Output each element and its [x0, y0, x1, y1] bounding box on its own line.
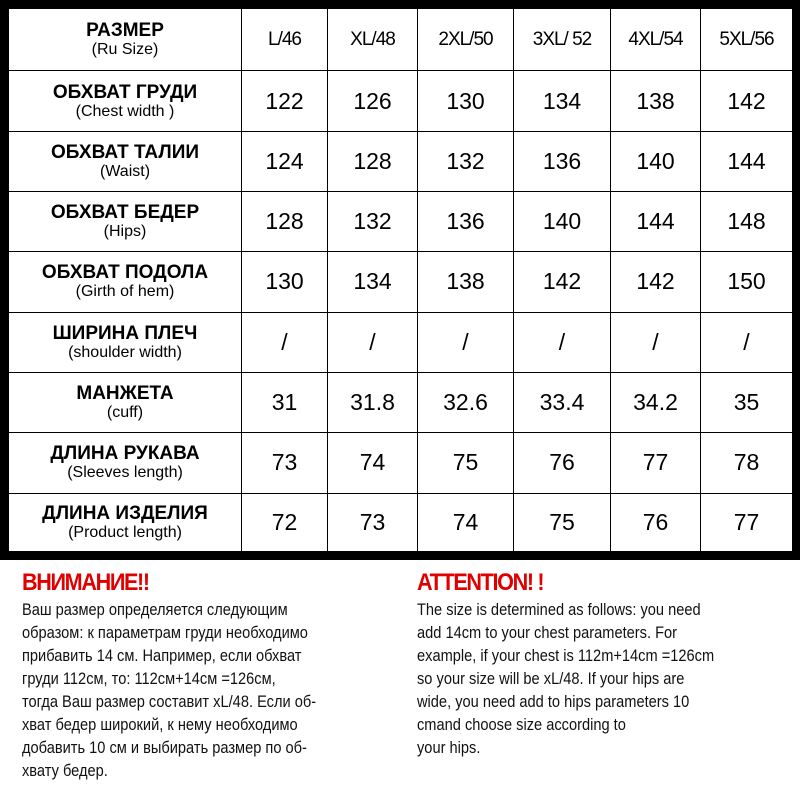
note-line: The size is determined as follows: you need — [417, 600, 701, 619]
note-line: прибавить 14 см. Например, если обхват — [22, 646, 302, 665]
value-cell: 76 — [611, 493, 701, 551]
value-cell: 122 — [242, 71, 328, 131]
header-label-cell — [9, 9, 242, 71]
note-en — [417, 568, 763, 759]
table-row — [9, 131, 793, 191]
value-cell: 73 — [328, 493, 418, 551]
value-cell: 144 — [611, 192, 701, 252]
note-line: хват бедер широкий, к нему необходимо — [22, 715, 298, 734]
value-cell: 150 — [701, 252, 793, 312]
table-row — [9, 433, 793, 493]
value-cell: 128 — [328, 131, 418, 191]
value-cell: 144 — [701, 131, 793, 191]
value-cell: 77 — [701, 493, 793, 551]
value-cell: 75 — [514, 493, 611, 551]
value-cell: / — [418, 312, 514, 372]
row-label-cell — [9, 71, 242, 131]
row-label-en: (Hips) — [103, 223, 147, 241]
value-cell: 73 — [242, 433, 328, 493]
value-cell: 142 — [701, 71, 793, 131]
size-header-cell: XL/48 — [328, 9, 418, 71]
value-cell: 132 — [418, 131, 514, 191]
value-cell: 138 — [418, 252, 514, 312]
value-cell: 130 — [418, 71, 514, 131]
value-cell: 74 — [328, 433, 418, 493]
table-row — [9, 252, 793, 312]
row-label-cell — [9, 312, 242, 372]
value-cell: / — [701, 312, 793, 372]
value-cell: 34.2 — [611, 372, 701, 432]
value-cell: 76 — [514, 433, 611, 493]
value-cell: 72 — [242, 493, 328, 551]
table-row — [9, 372, 793, 432]
row-label-en: (Sleeves length) — [67, 464, 183, 482]
row-label-cell — [9, 493, 242, 551]
value-cell: 136 — [514, 131, 611, 191]
value-cell: 35 — [701, 372, 793, 432]
value-cell: 142 — [514, 252, 611, 312]
note-line: тогда Ваш размер составит xL/48. Если об- — [22, 692, 317, 711]
value-cell: / — [514, 312, 611, 372]
note-line: добавить 10 см и выбирать размер по об- — [22, 738, 307, 757]
value-cell: 74 — [418, 493, 514, 551]
value-cell: 138 — [611, 71, 701, 131]
row-label-ru: ДЛИНА РУКАВА — [50, 443, 200, 465]
row-label-en: (shoulder width) — [68, 343, 182, 361]
note-ru-title: ВНИМАНИЕ!! — [22, 569, 149, 596]
note-en-title: ATTENTION! ! — [417, 569, 544, 596]
value-cell: / — [242, 312, 328, 372]
row-label-ru: ОБХВАТ ГРУДИ — [52, 81, 198, 103]
value-cell: 31.8 — [328, 372, 418, 432]
note-line: add 14cm to your chest parameters. For — [417, 623, 678, 642]
size-header-cell: 5XL/56 — [701, 9, 793, 71]
row-label-en: (Chest width ) — [75, 102, 175, 120]
table-row — [9, 192, 793, 252]
value-cell: 75 — [418, 433, 514, 493]
value-cell: 128 — [242, 192, 328, 252]
row-label-ru: ДЛИНА ИЗДЕЛИЯ — [42, 502, 208, 524]
note-line: example, if your chest is 112m+14cm =126cm — [417, 646, 715, 665]
value-cell: 78 — [701, 433, 793, 493]
value-cell: / — [611, 312, 701, 372]
row-label-ru: МАНЖЕТА — [76, 383, 174, 405]
header-ru: РАЗМЕР — [86, 20, 164, 42]
row-label-en: (Waist) — [99, 162, 151, 180]
header-row — [9, 9, 793, 71]
row-label-ru: ШИРИНА ПЛЕЧ — [52, 322, 198, 344]
row-label-en: (Product length) — [68, 523, 182, 541]
size-header-cell: 3XL/ 52 — [514, 9, 611, 71]
row-label-ru: ОБХВАТ БЕДЕР — [50, 202, 200, 224]
note-line: груди 112см, то: 112см+14см =126см, — [22, 669, 276, 688]
row-label-cell — [9, 252, 242, 312]
note-line: Ваш размер определяется следующим — [22, 600, 288, 619]
table-row — [9, 71, 793, 131]
row-label-cell — [9, 131, 242, 191]
row-label-cell — [9, 372, 242, 432]
row-label-en: (Girth of hem) — [75, 283, 175, 301]
value-cell: 134 — [328, 252, 418, 312]
size-header-cell: 2XL/50 — [418, 9, 514, 71]
value-cell: 31 — [242, 372, 328, 432]
row-label-en: (cuff) — [106, 404, 144, 422]
value-cell: / — [328, 312, 418, 372]
value-cell: 77 — [611, 433, 701, 493]
table-row — [9, 312, 793, 372]
note-line: образом: к параметрам груди необходимо — [22, 623, 308, 642]
value-cell: 140 — [611, 131, 701, 191]
value-cell: 134 — [514, 71, 611, 131]
value-cell: 140 — [514, 192, 611, 252]
value-cell: 130 — [242, 252, 328, 312]
row-label-cell — [9, 433, 242, 493]
row-label-cell — [9, 192, 242, 252]
note-line: so your size will be xL/48. If your hips are — [417, 669, 685, 688]
note-line: cmand choose size according to — [417, 715, 626, 734]
value-cell: 126 — [328, 71, 418, 131]
table-row — [9, 493, 793, 551]
value-cell: 148 — [701, 192, 793, 252]
note-line: your hips. — [417, 738, 481, 757]
note-ru — [22, 568, 364, 782]
size-chart-table — [8, 8, 793, 552]
value-cell: 32.6 — [418, 372, 514, 432]
note-line: хвату бедер. — [22, 761, 108, 780]
size-header-cell: L/46 — [242, 9, 328, 71]
value-cell: 124 — [242, 131, 328, 191]
value-cell: 136 — [418, 192, 514, 252]
note-line: wide, you need add to hips parameters 10 — [417, 692, 690, 711]
value-cell: 33.4 — [514, 372, 611, 432]
header-en: (Ru Size) — [91, 41, 159, 59]
row-label-ru: ОБХВАТ ПОДОЛА — [41, 262, 209, 284]
value-cell: 132 — [328, 192, 418, 252]
size-header-cell: 4XL/54 — [611, 9, 701, 71]
row-label-ru: ОБХВАТ ТАЛИИ — [50, 141, 200, 163]
value-cell: 142 — [611, 252, 701, 312]
